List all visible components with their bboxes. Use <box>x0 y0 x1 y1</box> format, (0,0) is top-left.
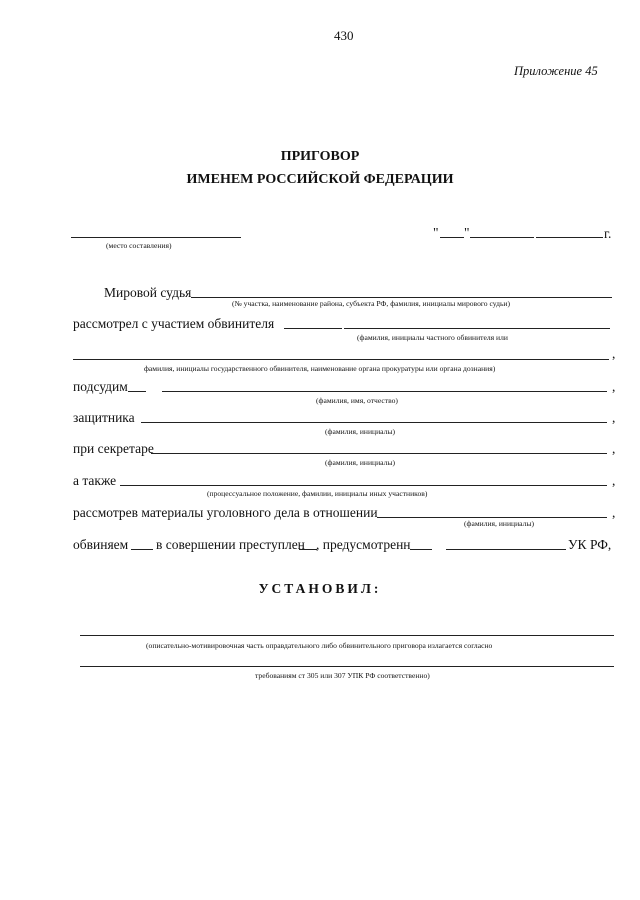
defendant-label: подсудим <box>73 379 128 394</box>
materials-field-line[interactable] <box>377 517 607 518</box>
prosecutor-field-line-b[interactable] <box>344 328 610 329</box>
description-line-1[interactable] <box>80 635 614 636</box>
description-line-2[interactable] <box>80 666 614 667</box>
document-subtitle: ИМЕНЕМ РОССИЙСКОЙ ФЕДЕРАЦИИ <box>186 172 454 187</box>
comma: , <box>612 410 616 425</box>
date-year-line[interactable] <box>536 237 603 238</box>
also-field-line[interactable] <box>120 485 607 486</box>
charge-provided-label: , предусмотренн <box>316 537 411 552</box>
document-title: ПРИГОВОР <box>280 149 360 164</box>
also-caption: (процессуальное положение, фамилии, инициалы иных участников) <box>207 489 428 498</box>
defender-field-line[interactable] <box>141 422 607 423</box>
prosecutor-label: рассмотрел с участием обвинителя <box>73 316 275 331</box>
secretary-field-line[interactable] <box>151 453 607 454</box>
description-caption-2: требованиям ст 305 или 307 УПК РФ соответственно) <box>255 671 430 680</box>
place-field-line[interactable] <box>71 237 241 238</box>
secretary-label: при секретаре <box>73 441 154 456</box>
charge-ending-line-2[interactable] <box>299 549 317 550</box>
comma: , <box>612 505 616 520</box>
secretary-caption: (фамилия, инициалы) <box>325 458 396 467</box>
defendant-ending-line[interactable] <box>128 391 146 392</box>
date-day-line[interactable] <box>440 237 464 238</box>
judge-caption: (№ участка, наименование района, субъекта РФ, фамилия, инициалы мирового судьи) <box>232 299 511 308</box>
charge-label: обвиняем <box>73 537 129 552</box>
place-caption: (место составления) <box>106 241 172 250</box>
date-close-quote: " <box>464 225 470 240</box>
page-number: 430 <box>334 28 354 43</box>
defender-caption: (фамилия, инициалы) <box>325 427 396 436</box>
judge-label: Мировой судья <box>104 285 192 300</box>
prosecutor-field-line-2[interactable] <box>73 359 609 360</box>
description-caption-1: (описательно-мотивировочная часть оправдательного либо обвинительного приговора излагается согласно <box>146 641 493 650</box>
judge-field-line[interactable] <box>191 297 612 298</box>
defendant-caption: (фамилия, имя, отчество) <box>316 396 398 405</box>
comma: , <box>612 346 616 361</box>
date-month-line[interactable] <box>470 237 534 238</box>
prosecutor-field-line-a[interactable] <box>284 328 342 329</box>
charge-ending-line-1[interactable] <box>131 549 153 550</box>
defender-label: защитника <box>73 410 135 425</box>
established-heading: УСТАНОВИЛ: <box>258 581 382 596</box>
comma: , <box>612 379 616 394</box>
prosecutor-caption-2: фамилия, инициалы государственного обвинителя, наименование органа прокуратуры или органа дознания) <box>144 364 496 373</box>
charge-ending-line-3[interactable] <box>410 549 432 550</box>
comma: , <box>612 473 616 488</box>
materials-caption: (фамилия, инициалы) <box>464 519 535 528</box>
prosecutor-caption-1: (фамилия, инициалы частного обвинителя или <box>357 333 508 342</box>
charge-crime-label: в совершении преступлен <box>156 537 305 552</box>
charge-article-line[interactable] <box>446 549 566 550</box>
defendant-field-line[interactable] <box>162 391 607 392</box>
date-year-suffix: г. <box>604 226 612 241</box>
appendix-label: Приложение 45 <box>514 64 598 78</box>
criminal-code-label: УК РФ, <box>568 537 612 552</box>
also-label: а также <box>73 473 117 488</box>
materials-label: рассмотрев материалы уголовного дела в отношении <box>73 505 378 520</box>
comma: , <box>612 441 616 456</box>
date-open-quote: " <box>433 225 439 240</box>
